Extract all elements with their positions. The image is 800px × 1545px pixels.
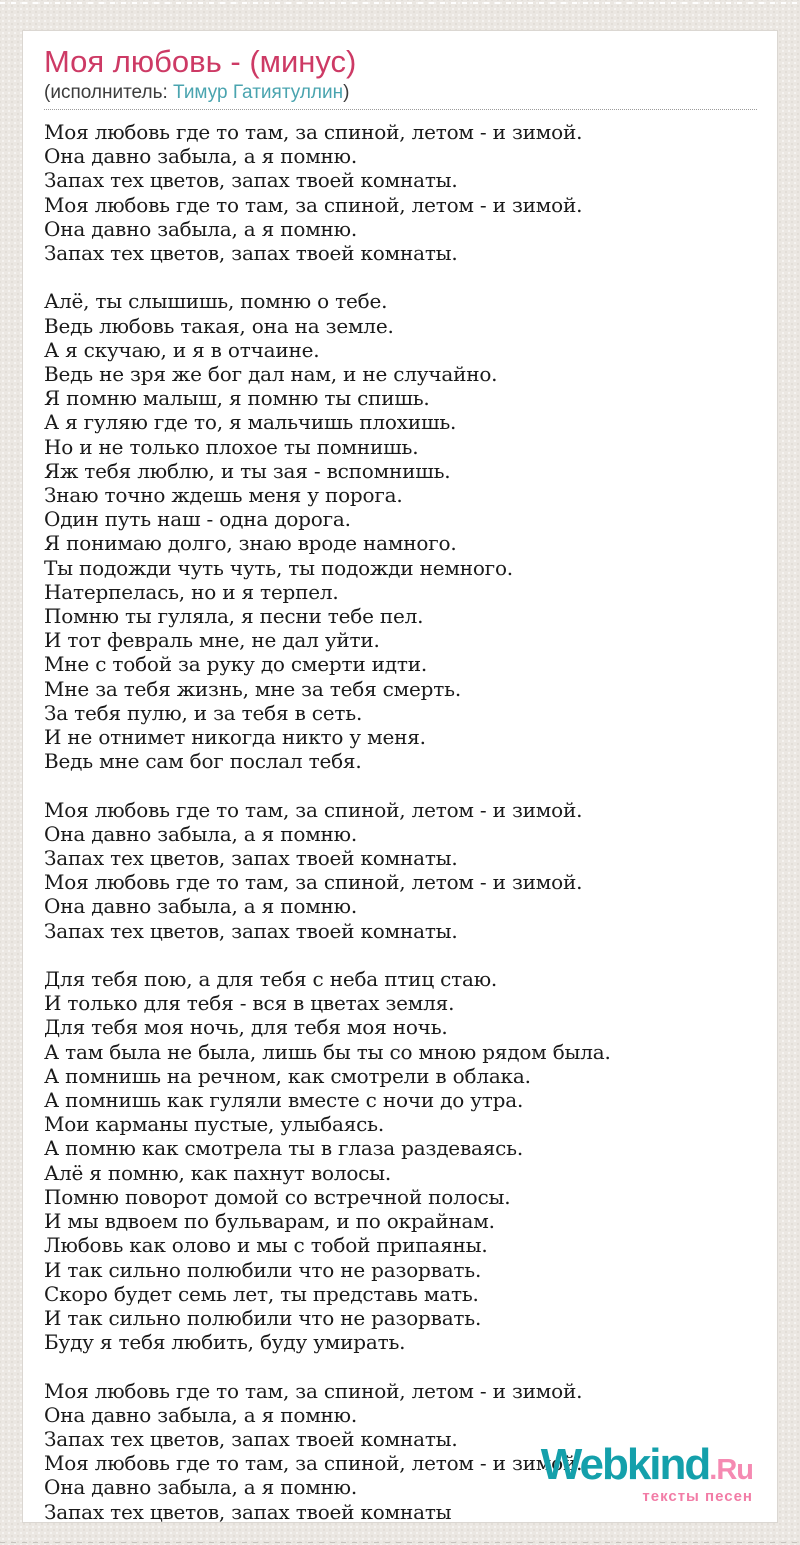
lyric-line: Она давно забыла, а я помню.	[44, 821, 358, 846]
performer-label-suffix: )	[343, 82, 350, 103]
lyric-line: Моя любовь где то там, за спиной, летом - и зимой.	[44, 120, 583, 144]
performer-label: (исполнитель:	[44, 82, 174, 103]
lyric-line: Запах тех цветов, запах твоей комнаты.	[44, 1426, 458, 1451]
lyric-line: А там была не была, лишь бы ты со мною рядом была.	[44, 1039, 611, 1064]
lyric-line: Мне с тобой за руку до смерти идти.	[44, 652, 428, 677]
lyric-line: Она давно забыла, а я помню.	[44, 216, 358, 241]
stanza-gap	[44, 773, 757, 797]
performer-line	[44, 81, 757, 110]
performer-link[interactable]: Тимур Гатиятуллин	[173, 82, 344, 103]
lyric-line: Она давно забыла, а я помню.	[44, 894, 358, 919]
lyric-line: Запах тех цветов, запах твоей комнаты.	[44, 241, 458, 266]
page-bottom-dashed-border	[0, 1542, 800, 1543]
lyric-line: Она давно забыла, а я помню.	[44, 1402, 358, 1427]
lyric-line: Буду я тебя любить, буду умирать.	[44, 1330, 406, 1355]
lyric-line: Ведь мне сам бог послал тебя.	[44, 749, 362, 774]
lyric-line: Помню поворот домой со встречной полосы.	[44, 1184, 511, 1209]
lyric-line: Помню ты гуляла, я песни тебе пел.	[44, 604, 424, 629]
lyric-line: Ведь любовь такая, она на земле.	[44, 313, 394, 338]
lyric-line: Знаю точно ждешь меня у порога.	[44, 483, 403, 508]
page-title: Моя любовь - (минус)	[44, 44, 357, 79]
lyric-line: И не отнимет никогда никто у меня.	[44, 725, 426, 750]
lyric-line: Но и не только плохое ты помнишь.	[44, 434, 419, 459]
lyric-line: Моя любовь где то там, за спиной, летом - и зимой.	[44, 1451, 583, 1476]
lyric-line: И мы вдвоем по бульварам, и по окрайнам.	[44, 1209, 495, 1234]
logo-tagline: тексты песен	[642, 1488, 753, 1505]
lyric-line: И так сильно полюбили что не разорвать.	[44, 1257, 482, 1282]
lyric-line: И только для тебя - вся в цветах земля.	[44, 991, 455, 1016]
webkind-logo-link[interactable]	[540, 1440, 753, 1505]
lyric-line: Запах тех цветов, запах твоей комнаты.	[44, 918, 458, 943]
lyric-line: И тот февраль мне, не дал уйти.	[44, 628, 380, 653]
lyric-line: Натерпелась, но и я терпел.	[44, 579, 339, 604]
lyric-line: Моя любовь где то там, за спиной, летом - и зимой.	[44, 870, 583, 895]
page-top-dashed-border	[0, 2, 800, 4]
lyric-line: Я понимаю долго, знаю вроде намного.	[44, 531, 457, 556]
lyric-line: Яж тебя люблю, и ты зая - вспомнишь.	[44, 458, 451, 483]
lyric-line: Алё я помню, как пахнут волосы.	[44, 1160, 392, 1185]
content-card	[22, 30, 778, 1523]
lyric-line: Для тебя пою, а для тебя с неба птиц стаю.	[44, 967, 498, 992]
lyric-line: А помнишь как гуляли вместе с ночи до утра.	[44, 1088, 524, 1113]
lyric-line: Ведь не зря же бог дал нам, и не случайно.	[44, 362, 498, 387]
lyric-line: Она давно забыла, а я помню.	[44, 1475, 358, 1500]
lyric-line: А помню как смотрела ты в глаза раздеваясь.	[44, 1136, 523, 1161]
stanza-gap	[44, 943, 757, 967]
lyric-line: Для тебя моя ночь, для тебя моя ночь.	[44, 1015, 448, 1040]
logo-primary: Webkind	[540, 1440, 710, 1489]
stanza-gap	[44, 1354, 757, 1378]
lyric-line: Запах тех цветов, запах твоей комнаты.	[44, 168, 458, 193]
lyric-line: А я скучаю, и я в отчаине.	[44, 337, 320, 362]
lyric-line: Я помню малыш, я помню ты спишь.	[44, 386, 430, 411]
lyric-line: Ты подожди чуть чуть, ты подожди немного.	[44, 555, 513, 580]
lyric-line: А помнишь на речном, как смотрели в облака.	[44, 1063, 531, 1088]
lyric-line: А я гуляю где то, я мальчишь плохишь.	[44, 410, 457, 435]
lyrics-text	[44, 120, 757, 1524]
lyric-line: Мне за тебя жизнь, мне за тебя смерть.	[44, 676, 461, 701]
lyric-line: Она давно забыла, а я помню.	[44, 144, 358, 169]
webkind-logo	[540, 1440, 753, 1489]
lyric-line: И так сильно полюбили что не разорвать.	[44, 1305, 482, 1330]
logo-suffix: .Ru	[709, 1454, 753, 1486]
lyric-line: За тебя пулю, и за тебя в сеть.	[44, 700, 363, 725]
lyric-line: Запах тех цветов, запах твоей комнаты	[44, 1499, 452, 1524]
stanza-gap	[44, 265, 757, 289]
lyric-line: Моя любовь где то там, за спиной, летом - и зимой.	[44, 1378, 583, 1403]
lyric-line: Один путь наш - одна дорога.	[44, 507, 351, 532]
lyric-line: Моя любовь где то там, за спиной, летом - и зимой.	[44, 797, 583, 822]
lyric-line: Алё, ты слышишь, помню о тебе.	[44, 289, 388, 314]
lyric-line: Любовь как олово и мы с тобой припаяны.	[44, 1233, 488, 1258]
lyric-line: Моя любовь где то там, за спиной, летом - и зимой.	[44, 192, 583, 217]
lyric-line: Мои карманы пустые, улыбаясь.	[44, 1112, 384, 1137]
lyric-line: Скоро будет семь лет, ты представь мать.	[44, 1281, 479, 1306]
lyric-line: Запах тех цветов, запах твоей комнаты.	[44, 846, 458, 871]
